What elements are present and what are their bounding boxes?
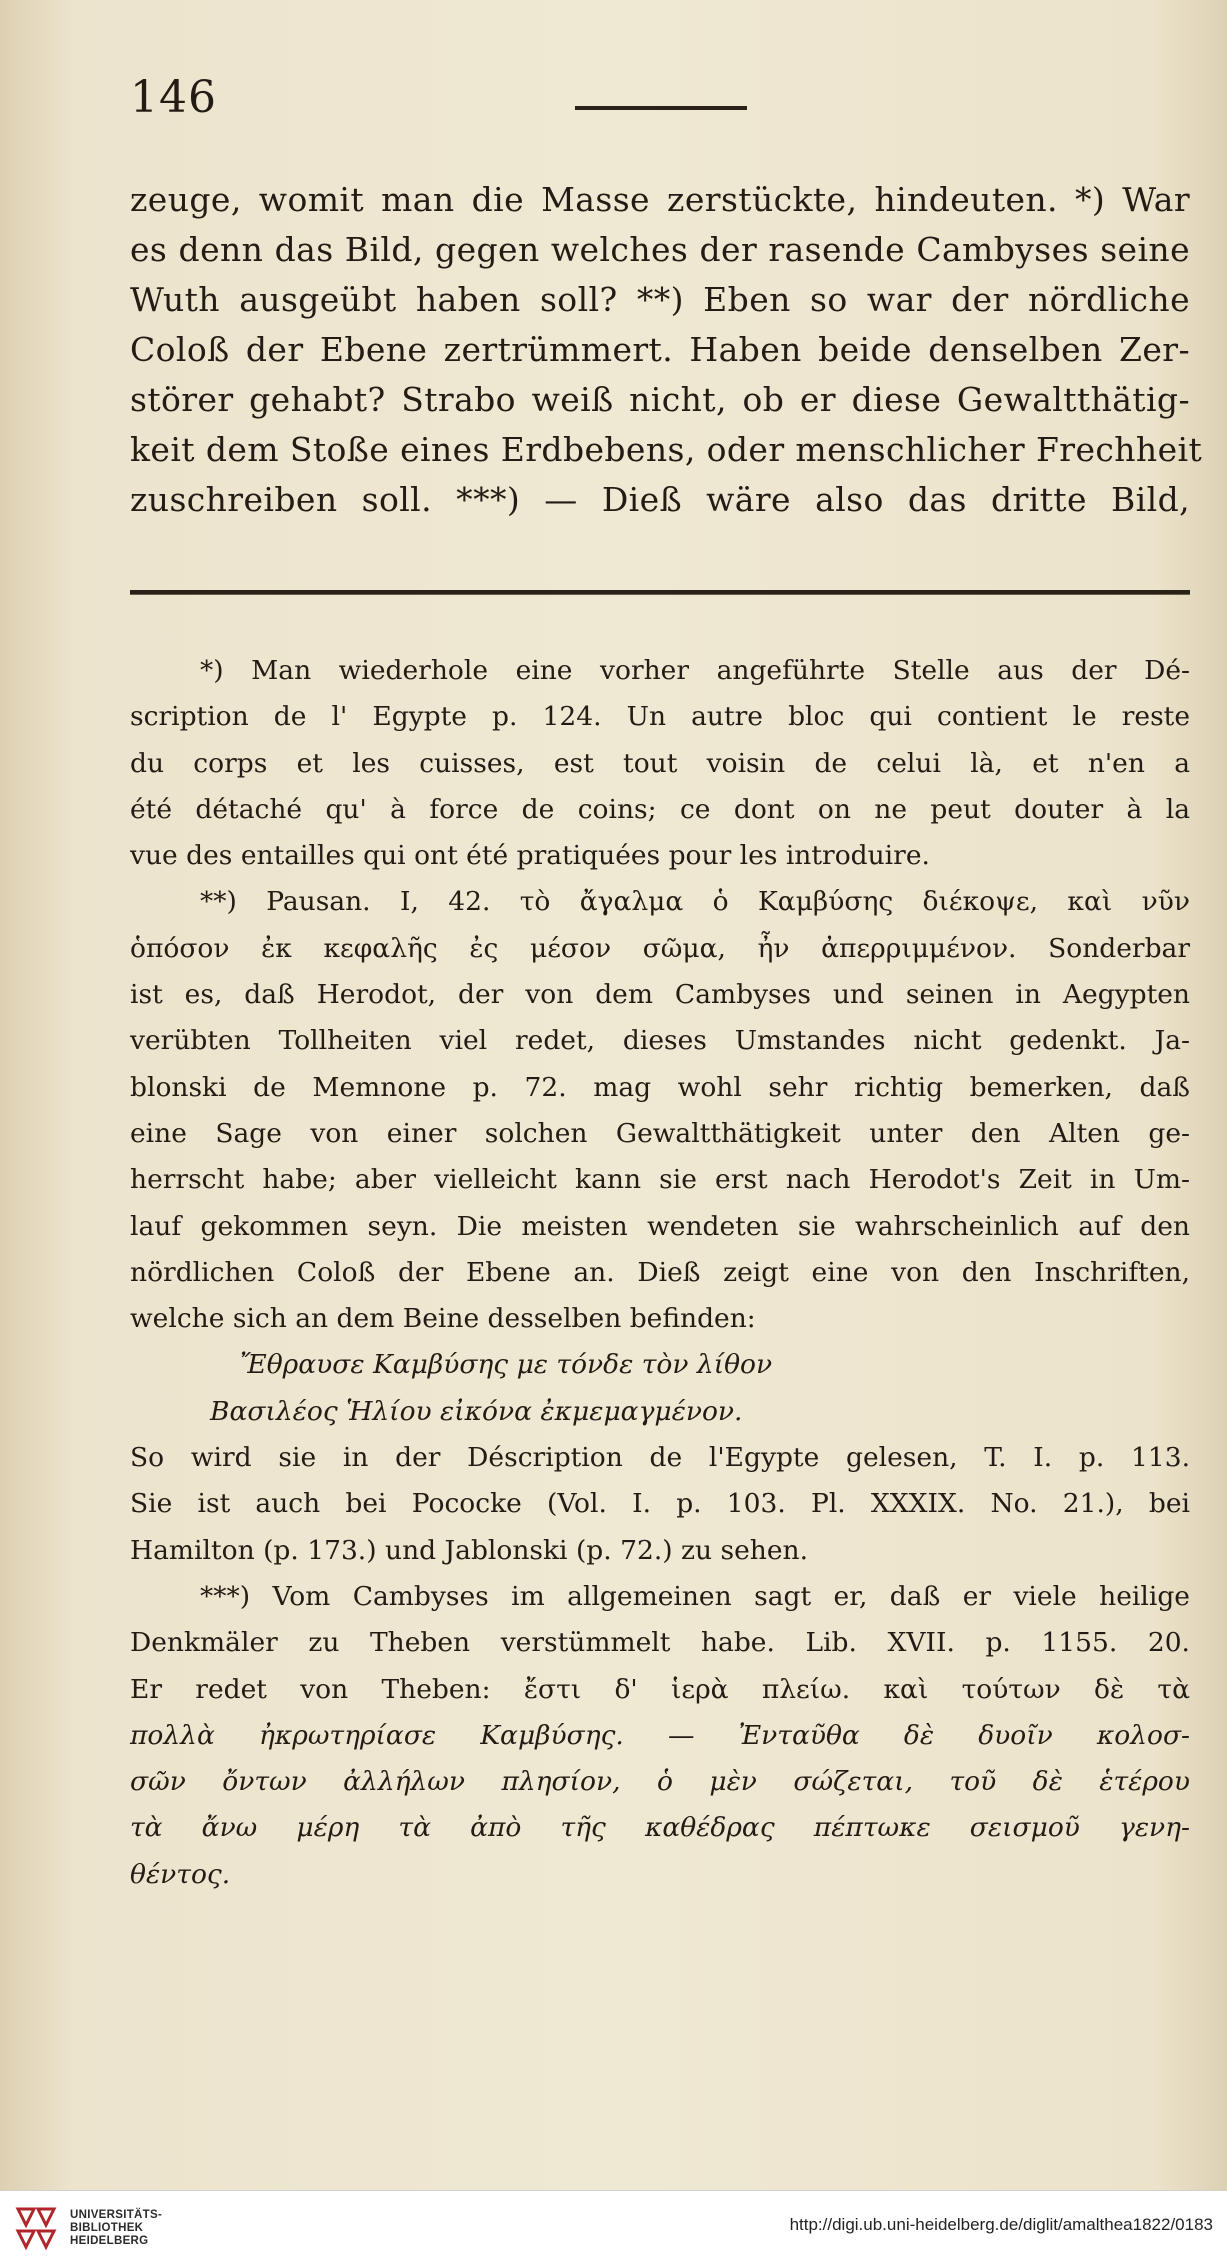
footnote-line: Hamilton (p. 173.) und Jablonski (p. 72.) zu sehen. [130, 1534, 808, 1566]
main-text-block [130, 175, 1203, 525]
footnote-line: verübten Tollheiten viel redet, dieses Umstandes nicht gedenkt. Ja- [130, 1025, 1190, 1057]
text-line: Wuth ausgeübt haben soll? **) Eben so war der nördliche [130, 280, 1190, 319]
text-line: zeuge, womit man die Masse zerstückte, hindeuten. *) War [130, 180, 1190, 219]
footnote-line: herrscht habe; aber vielleicht kann sie erst nach Herodot's Zeit in Um- [130, 1164, 1190, 1196]
viewer-footer [0, 2190, 1227, 2265]
page-header [130, 62, 1190, 132]
footnote-line: du corps et les cuisses, est tout voisin de celui là, et n'en a [130, 747, 1190, 779]
footnote-line: θέντος. [130, 1858, 231, 1890]
footnote-line: πολλὰ ἠκρωτηρίασε Καμβύσης. — Ἐνταῦθα δὲ δυοῖν κολοσ- [130, 1719, 1190, 1751]
footnote-line: Er redet von Theben: ἔστι δ' ἱερὰ πλείω. καὶ τούτων δὲ τὰ [130, 1673, 1190, 1705]
page-number: 146 [130, 72, 217, 123]
text-line: störer gehabt? Strabo weiß nicht, ob er diese Gewaltthätig- [130, 380, 1190, 419]
footnote-line: ὁπόσον ἐκ κεφαλῆς ἐς μέσον σῶμα, ἦν ἀπερριμμένον. Sonderbar [130, 932, 1190, 964]
footnote-line: été détaché qu' à force de coins; ce dont on ne peut douter à la [130, 793, 1190, 825]
footnote-2 [130, 879, 1190, 1573]
footnote-line: ***) Vom Cambyses im allgemeinen sagt er, daß er viele heilige [200, 1580, 1190, 1612]
library-name: UNIVERSITÄTS- BIBLIOTHEK HEIDELBERG [70, 2209, 163, 2247]
footnote-line: vue des entailles qui ont été pratiquées pour les introduire. [130, 840, 930, 872]
greek-quote-line: Βασιλέος Ἡλίου εἰκόνα ἐκμεμαγμένον. [210, 1395, 743, 1427]
text-line: es denn das Bild, gegen welches der rasende Cambyses seine [130, 230, 1190, 269]
footnote-line: eine Sage von einer solchen Gewaltthätigkeit unter den Alten ge- [130, 1117, 1190, 1149]
text-line: keit dem Stoße eines Erdbebens, oder menschlicher Frechheit [130, 430, 1203, 469]
greek-quote-line: Ἔθραυσε Καμβύσης με τόνδε τὸν λίθον [240, 1349, 773, 1381]
footnote-3 [130, 1574, 1190, 1898]
permalink-url[interactable]: http://digi.ub.uni-heidelberg.de/diglit/amalthea1822/0183 [789, 2215, 1213, 2234]
footnote-1 [130, 648, 1190, 879]
footnote-line: τὰ ἄνω μέρη τὰ ἀπὸ τῆς καθέδρας πέπτωκε σεισμοῦ γενη- [130, 1812, 1190, 1844]
footnote-line: scription de l' Egypte p. 124. Un autre bloc qui contient le reste [130, 701, 1190, 733]
footnote-line: **) Pausan. I, 42. τὸ ἄγαλμα ὁ Καμβύσης διέκοψε, καὶ νῦν [200, 886, 1190, 918]
header-rule [575, 106, 747, 110]
text-line: Coloß der Ebene zertrümmert. Haben beide denselben Zer- [130, 330, 1190, 369]
footnote-line: σῶν ὄντων ἀλλήλων πλησίον, ὁ μὲν σώζεται, τοῦ δὲ ἑτέρου [130, 1766, 1190, 1798]
footnotes-block [130, 648, 1190, 1898]
footnote-line: *) Man wiederhole eine vorher angeführte Stelle aus der Dé- [200, 655, 1190, 686]
footnote-line: ist es, daß Herodot, der von dem Cambyses und seinen in Aegypten [130, 979, 1190, 1011]
footnote-line: welche sich an dem Beine desselben befinden: [130, 1303, 756, 1335]
footnote-line: nördlichen Coloß der Ebene an. Dieß zeigt eine von den Inschriften, [130, 1256, 1190, 1288]
footnote-line: Sie ist auch bei Pococke (Vol. I. p. 103. Pl. XXXIX. No. 21.), bei [130, 1488, 1190, 1520]
footnote-line: So wird sie in der Déscription de l'Egypte gelesen, T. I. p. 113. [130, 1442, 1190, 1474]
footnote-line: Denkmäler zu Theben verstümmelt habe. Lib. XVII. p. 1155. 20. [130, 1627, 1190, 1659]
university-library-logo-icon [12, 2203, 60, 2253]
text-line: zuschreiben soll. ***) — Dieß wäre also das dritte Bild, [130, 480, 1190, 519]
footnote-line: blonski de Memnone p. 72. mag wohl sehr richtig bemerken, daß [130, 1071, 1190, 1103]
footnote-separator-rule [130, 590, 1190, 595]
footnote-line: lauf gekommen seyn. Die meisten wendeten sie wahrscheinlich auf den [130, 1210, 1190, 1242]
